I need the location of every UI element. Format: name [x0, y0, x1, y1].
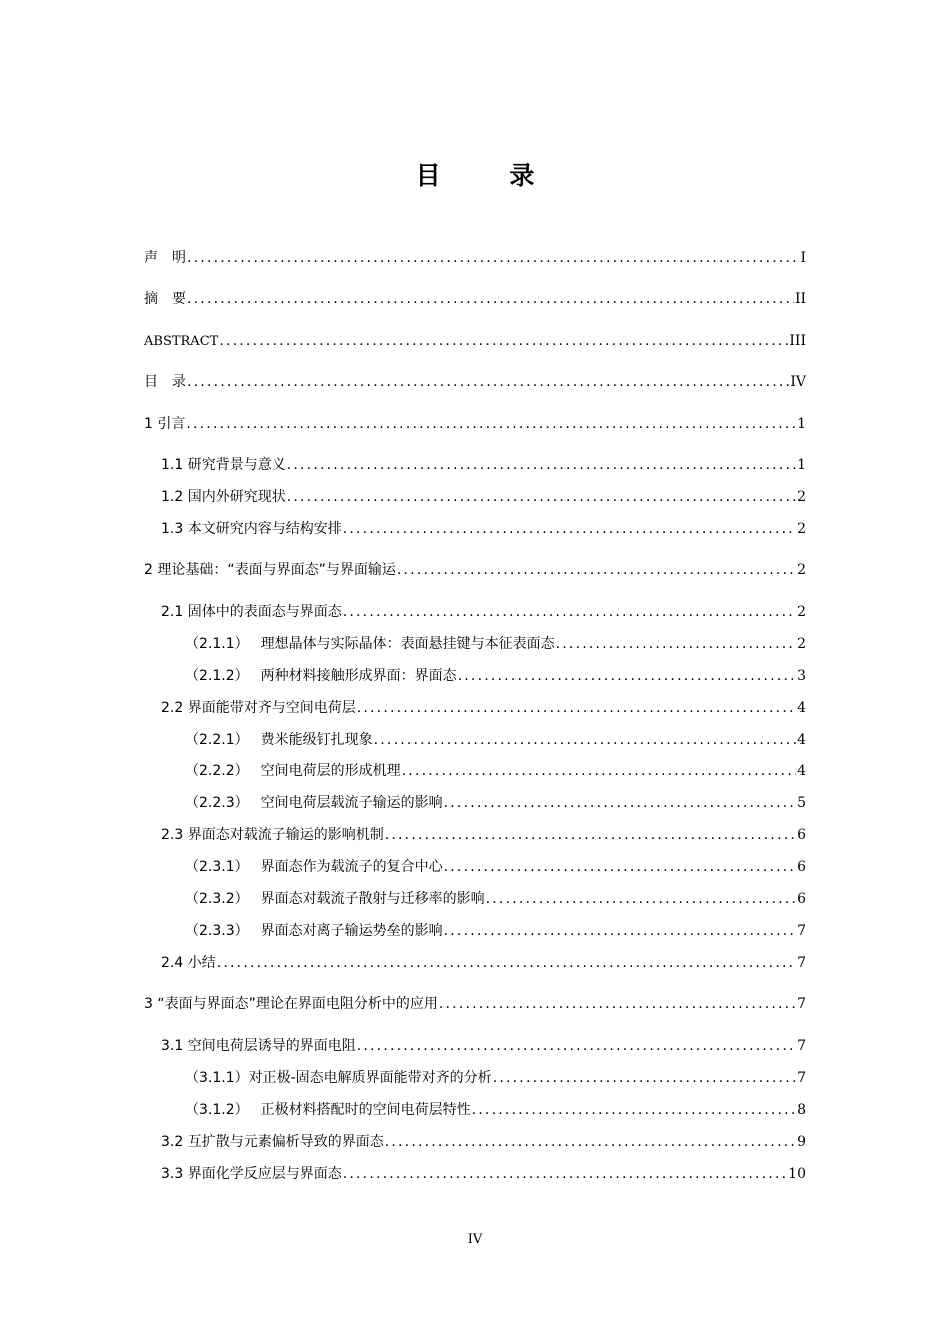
toc-entry-page: 7	[797, 1038, 806, 1054]
toc-entry-page: 10	[788, 1166, 806, 1182]
toc-entry-code: （2.2.3）	[185, 795, 249, 811]
toc-entry-label: 界面态作为载流子的复合中心	[260, 859, 443, 875]
toc-entry-page: 6	[797, 891, 806, 907]
toc-entry-label: 1.3 本文研究内容与结构安排	[161, 521, 342, 537]
page-number-footer: IV	[467, 1232, 483, 1247]
toc-entry-page: 2	[797, 604, 806, 620]
toc-entry-label: 3.2 互扩散与元素偏析导致的界面态	[161, 1134, 384, 1150]
toc-entry-page: 4	[797, 763, 806, 779]
toc-entry-code: （2.1.1）	[185, 636, 249, 652]
dot-leader	[217, 952, 796, 974]
dot-leader	[187, 371, 789, 393]
toc-entry-page: 8	[797, 1102, 806, 1118]
dot-leader	[402, 760, 796, 782]
toc-entry-label: 界面态对载流子散射与迁移率的影响	[260, 891, 485, 907]
dot-leader	[439, 993, 796, 1015]
toc-entry[interactable]	[185, 856, 806, 878]
toc-entry-page: 9	[797, 1134, 806, 1150]
toc-entry[interactable]	[185, 920, 806, 942]
toc-entry[interactable]	[185, 888, 806, 910]
toc-entry[interactable]	[185, 1099, 806, 1121]
toc-entry-code: （2.3.1）	[185, 859, 249, 875]
toc-entry-page: IV	[790, 374, 806, 390]
toc-entry-page: 6	[797, 827, 806, 843]
toc-entry[interactable]	[161, 1035, 806, 1057]
toc-entry-page: 2	[797, 562, 806, 578]
toc-entry-code: （2.3.3）	[185, 923, 249, 939]
dot-leader	[343, 1163, 787, 1185]
dot-leader	[187, 247, 799, 269]
toc-entry-code: （2.1.2）	[185, 668, 249, 684]
toc-entry-label: 对正极-固态电解质界面能带对齐的分析	[248, 1070, 492, 1086]
toc-entry[interactable]	[161, 824, 806, 846]
dot-leader	[472, 1099, 796, 1121]
toc-entry-label: 界面态对离子输运势垒的影响	[260, 923, 443, 939]
dot-leader	[493, 1067, 796, 1089]
toc-entry-label: 两种材料接触形成界面：界面态	[260, 668, 457, 684]
toc-entry[interactable]	[161, 952, 806, 974]
toc-entry-page: 2	[797, 636, 806, 652]
dot-leader	[397, 559, 796, 581]
dot-leader	[343, 518, 796, 540]
toc-entry-code: （3.1.1）	[185, 1070, 249, 1086]
toc-entry[interactable]	[144, 288, 806, 310]
toc-entry-label: 1.2 国内外研究现状	[161, 489, 286, 505]
toc-entry[interactable]	[144, 247, 806, 269]
dot-leader	[486, 888, 796, 910]
toc-entry-page: 7	[797, 955, 806, 971]
toc-entry-page: 3	[797, 668, 806, 684]
toc-entry-label: 理想晶体与实际晶体：表面悬挂键与本征表面态	[260, 636, 555, 652]
toc-entry-page: III	[789, 333, 806, 349]
dot-leader	[556, 633, 796, 655]
dot-leader	[385, 1131, 796, 1153]
dot-leader	[444, 920, 796, 942]
toc-entry-label: 空间电荷层载流子输运的影响	[260, 795, 443, 811]
toc-entry[interactable]	[161, 454, 806, 476]
toc-entry-label: 费米能级钉扎现象	[260, 732, 373, 748]
toc-entry[interactable]	[144, 993, 806, 1015]
dot-leader	[458, 665, 796, 687]
toc-entry-page: 2	[797, 521, 806, 537]
toc-entry-page: 1	[797, 457, 806, 473]
toc-entry[interactable]	[185, 792, 806, 814]
toc-entry[interactable]	[144, 413, 806, 435]
dot-leader	[357, 1035, 796, 1057]
dot-leader	[444, 792, 796, 814]
dot-leader	[385, 824, 796, 846]
dot-leader	[186, 413, 796, 435]
toc-entry-label: 摘 要	[144, 291, 186, 307]
toc-entry[interactable]	[161, 1163, 806, 1185]
toc-entry[interactable]	[161, 697, 806, 719]
toc-entry[interactable]	[185, 633, 806, 655]
toc-entry-code: （2.3.2）	[185, 891, 249, 907]
toc-entry-page: II	[794, 291, 806, 307]
toc-entry-label: ABSTRACT	[144, 334, 219, 349]
toc-entry-label: 3.3 界面化学反应层与界面态	[161, 1166, 342, 1182]
dot-leader	[444, 856, 796, 878]
toc-entry-label: 正极材料搭配时的空间电荷层特性	[260, 1102, 471, 1118]
toc-entry-label: 空间电荷层的形成机理	[260, 763, 401, 779]
toc-entry-page: 7	[797, 923, 806, 939]
dot-leader	[187, 288, 794, 310]
toc-entry-label: 3 “表面与界面态”理论在界面电阻分析中的应用	[144, 996, 438, 1012]
toc-entry[interactable]	[185, 729, 806, 751]
toc-entry-label: 3.1 空间电荷层诱导的界面电阻	[161, 1038, 356, 1054]
toc-entry-label: 2.2 界面能带对齐与空间电荷层	[161, 700, 356, 716]
toc-entry-page: 1	[797, 416, 806, 432]
toc-entry[interactable]	[185, 1067, 806, 1089]
dot-leader	[357, 697, 796, 719]
toc-entry-label: 目 录	[144, 374, 186, 390]
toc-entry-page: 6	[797, 859, 806, 875]
toc-entry-page: 7	[797, 1070, 806, 1086]
toc-entry-code: （2.2.1）	[185, 732, 249, 748]
toc-entry[interactable]	[161, 486, 806, 508]
toc-entry[interactable]	[161, 1131, 806, 1153]
toc-entry[interactable]	[161, 601, 806, 623]
toc-entry[interactable]	[144, 559, 806, 581]
toc-entry-code: （3.1.2）	[185, 1102, 249, 1118]
dot-leader	[287, 454, 796, 476]
toc-entry-label: 1 引言	[144, 416, 186, 432]
toc-entry-label: 2.3 界面态对载流子输运的影响机制	[161, 827, 384, 843]
toc-entry[interactable]	[144, 371, 806, 393]
toc-entry[interactable]	[144, 330, 806, 352]
toc-entry-page: 5	[797, 795, 806, 811]
toc-entry-label: 2.4 小结	[161, 955, 216, 971]
dot-leader	[374, 729, 796, 751]
toc-entry-page: I	[800, 250, 806, 266]
toc-entry[interactable]	[185, 665, 806, 687]
dot-leader	[287, 486, 796, 508]
toc-entry-label: 2 理论基础：“表面与界面态”与界面输运	[144, 562, 396, 578]
toc-entry-page: 4	[797, 700, 806, 716]
toc-entry-page: 4	[797, 732, 806, 748]
toc-entry-page: 7	[797, 996, 806, 1012]
toc-entry[interactable]	[185, 760, 806, 782]
toc-entry-code: （2.2.2）	[185, 763, 249, 779]
toc-entry-label: 1.1 研究背景与意义	[161, 457, 286, 473]
toc-entry-label: 2.1 固体中的表面态与界面态	[161, 604, 342, 620]
toc-entry-page: 2	[797, 489, 806, 505]
page-title: 目 录	[415, 161, 565, 190]
dot-leader	[343, 601, 796, 623]
toc-entry-label: 声 明	[144, 250, 186, 266]
dot-leader	[219, 330, 788, 352]
toc-entry[interactable]	[161, 518, 806, 540]
